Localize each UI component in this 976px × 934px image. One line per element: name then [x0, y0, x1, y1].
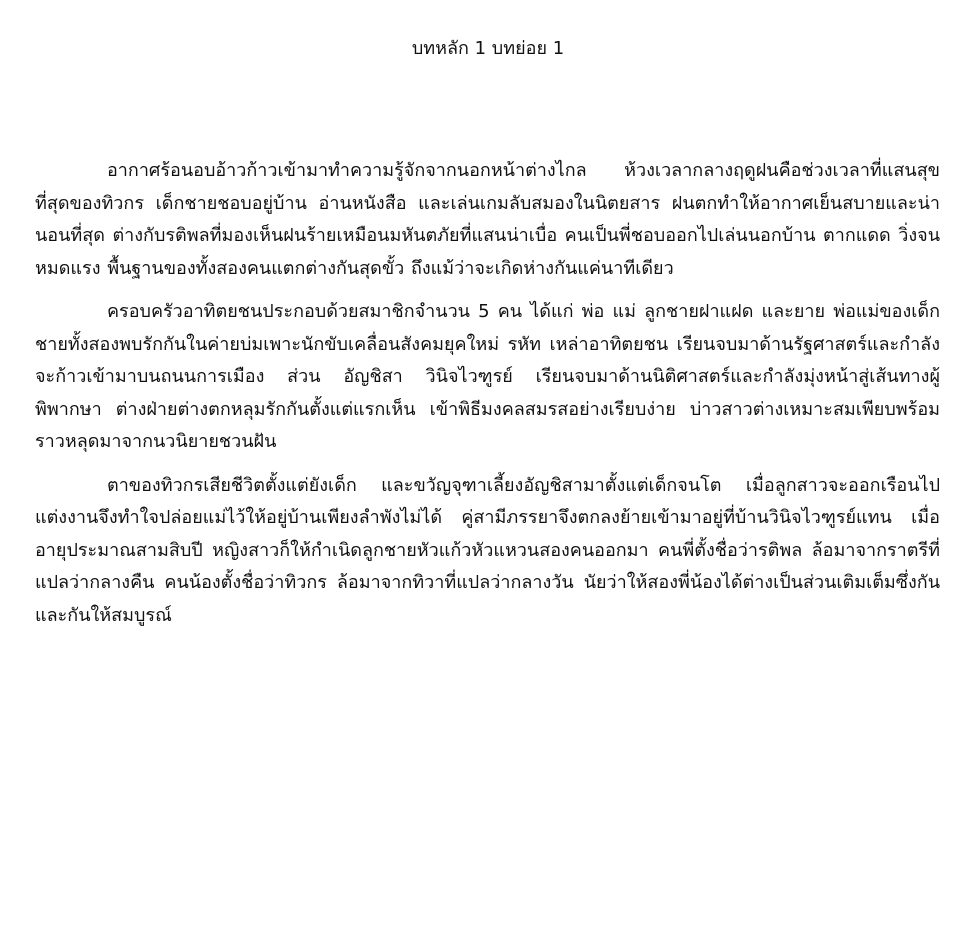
paragraph-2: ครอบครัวอาทิตยชนประกอบด้วยสมาชิกจำนวน 5 คน ได้แก่ พ่อ แม่ ลูกชายฝาแฝด และยาย พ่อแม่ของเด็กชายทั้งสองพบรักกันในค่ายบ่มเพาะนักขับเคลื่อนสังคมยุคใหม่ รหัท เหล่าอาทิตยชน เรียนจบมาด้านรัฐศาสตร์และกำลังจะก้าวเข้ามาบนถนนการเมือง ส่วน อัญชิสา วินิจไวฑูรย์ เรียนจบมาด้านนิติศาสตร์และกำลังมุ่งหน้าสู่เส้นทางผู้พิพากษา ต่างฝ่ายต่างตกหลุมรักกันตั้งแต่แรกเห็น เข้าพิธีมงคลสมรสอย่างเรียบง่าย บ่าวสาวต่างเหมาะสมเพียบพร้อมราวหลุดมาจากนวนิยายชวนฝัน: [35, 301, 940, 452]
paragraph-3: ตาของทิวกรเสียชีวิตตั้งแต่ยังเด็ก และขวัญจุฑาเลี้ยงอัญชิสามาตั้งแต่เด็กจนโต เมื่อลูกสาวจะออกเรือนไปแต่งงานจึงทำใจปล่อยแม่ไว้ให้อยู่บ้านเพียงลำพังไม่ได้ คู่สามีภรรยาจึงตกลงย้ายเข้ามาอยู่ที่บ้านวินิจไวฑูรย์แทน เมื่ออายุประมาณสามสิบปี หญิงสาวก็ให้กำเนิดลูกชายหัวแก้วหัวแหวนสองคนออกมา คนพี่ตั้งชื่อว่ารติพล ล้อมาจากราตรีที่แปลว่ากลางคืน คนน้องตั้งชื่อว่าทิวกร ล้อมาจากทิวาที่แปลว่ากลางวัน นัยว่าให้สองพี่น้องได้ต่างเป็นส่วนเติมเต็มซึ่งกันและกันให้สมบูรณ์: [35, 474, 940, 626]
chapter-title: บทหลัก 1 บทย่อย 1: [411, 38, 565, 59]
document-body: [35, 155, 940, 642]
paragraph-1: อากาศร้อนอบอ้าวก้าวเข้ามาทำความรู้จักจากนอกหน้าต่างไกล ห้วงเวลากลางฤดูฝนคือช่วงเวลาที่แสนสุขที่สุดของทิวกร เด็กชายชอบอยู่บ้าน อ่านหนังสือ และเล่นเกมลับสมองในนิตยสาร ฝนตกทำให้อากาศเย็นสบายและน่านอนที่สุด ต่างกับรติพลที่มองเห็นฝนร้ายเหมือนมหันตภัยที่แสนน่าเบื่อ คนเป็นพี่ชอบออกไปเล่นนอกบ้าน ตากแดด วิ่งจนหมดแรง พื้นฐานของทั้งสองคนแตกต่างกันสุดขั้ว ถึงแม้ว่าจะเกิดห่างกันแค่นาทีเดียว: [35, 160, 940, 279]
